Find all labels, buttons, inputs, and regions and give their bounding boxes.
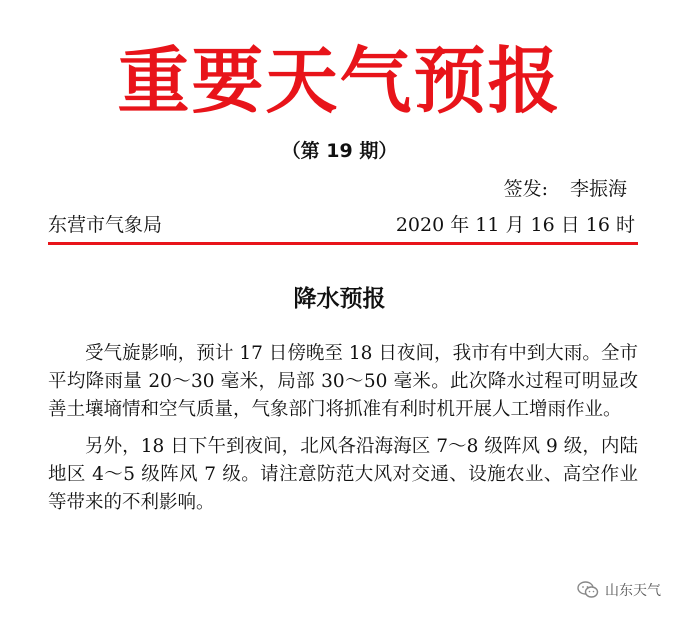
header-divider [48, 242, 638, 245]
issue-date: 2020 年 11 月 16 日 16 时 [395, 214, 635, 236]
paragraph: 受气旋影响，预计 17 日傍晚至 18 日夜间，我市有中到大雨。全市平均降雨量 20～30 毫米，局部 30～50 毫米。此次降水过程可明显改善土壤墒情和空气质量，气象部门将抓准有利时机开展人工增雨作业。 [48, 343, 638, 421]
watermark [577, 580, 661, 600]
article-title: 降水预报 [293, 286, 386, 312]
masthead-title: 重要天气预报 [117, 38, 562, 123]
signer-label: 签发: [503, 178, 548, 200]
signer-name: 李振海 [569, 178, 627, 200]
signer-line [504, 176, 627, 202]
wechat-icon [577, 581, 599, 599]
issue-number: （第 19 期） [281, 140, 398, 162]
article-body [48, 340, 638, 525]
issuing-organization: 东营市气象局 [48, 214, 163, 236]
watermark-text: 山东天气 [605, 583, 661, 599]
paragraph: 另外，18 日下午到夜间，北风各沿海海区 7～8 级阵风 9 级，内陆地区 4～5 级阵风 7 级。请注意防范大风对交通、设施农业、高空作业等带来的不利影响。 [48, 435, 638, 514]
